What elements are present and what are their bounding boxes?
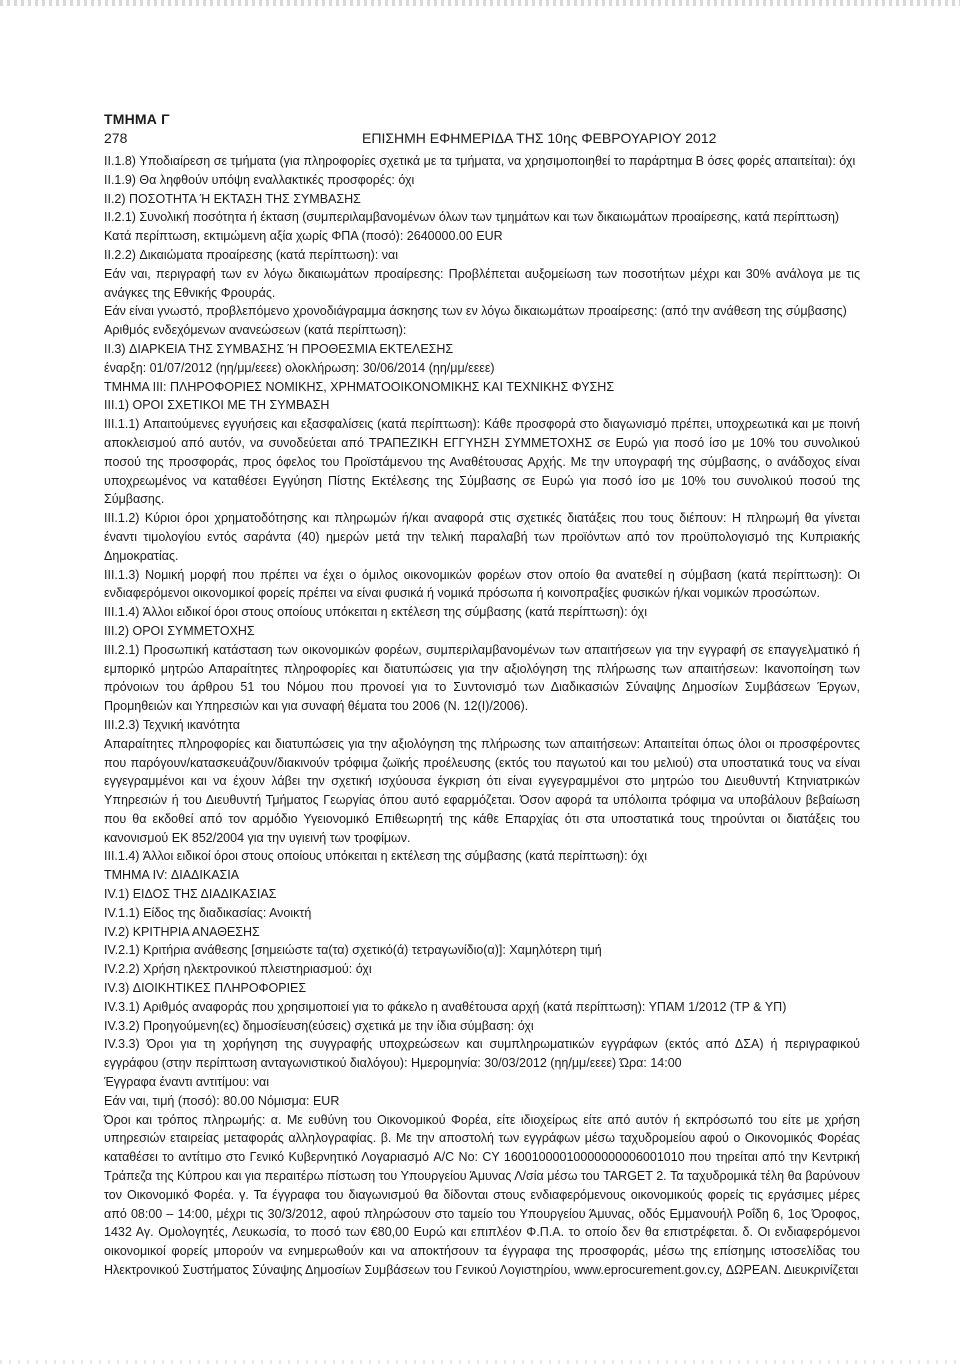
document-paragraph: III.1.3) Νομική μορφή που πρέπει να έχει ο όμιλος οικονομικών φορέων στον οποίο θα ανατεθεί η σύμβαση (κατά περίπτωση): Οι ενδιαφερόμενοι οικονομικοί φορείς πρέπει να είναι φυσικά ή νομικά πρόσωπα ή κοινοπραξίες φυσικών ή/και νομικών προσώπων. bbox=[104, 567, 860, 601]
page-number: 278 bbox=[104, 130, 128, 146]
document-paragraph: II.1.9) Θα ληφθούν υπόψη εναλλακτικές προσφορές: όχι bbox=[104, 172, 415, 187]
document-paragraph: III.2.1) Προσωπική κατάσταση των οικονομικών φορέων, συμπεριλαμβανομένων των απαιτήσεων για την εγγραφή σε επαγγελματικό ή εμπορικό μητρώο Απαραίτητες πληροφορίες και διατυπώσεις για την αξιολόγηση της πλήρωσης των απαιτήσεων: Ικανοποίηση των πρόνοιων του άρθρου 51 του Νόμου που προνοεί για το Συντονισμό των Διαδικασιών Σύναψης Δημοσίων Συμβάσεων Έργων, Προμηθειών και Υπηρεσιών και για συναφή θέματα του 2006 (Ν. 12(Ι)/2006). bbox=[104, 642, 860, 714]
scan-edge-top bbox=[0, 0, 960, 6]
section-label: ΤΜΗΜΑ Γ bbox=[104, 111, 170, 127]
document-paragraph: ΤΜΗΜΑ III: ΠΛΗΡΟΦΟΡΙΕΣ ΝΟΜΙΚΗΣ, ΧΡΗΜΑΤΟΟΙΚΟΝΟΜΙΚΗΣ ΚΑΙ ΤΕΧΝΙΚΗΣ ΦΥΣΗΣ bbox=[104, 379, 615, 394]
document-paragraph: II.3) ΔΙΑΡΚΕΙΑ ΤΗΣ ΣΥΜΒΑΣΗΣ Ή ΠΡΟΘΕΣΜΙΑ ΕΚΤΕΛΕΣΗΣ bbox=[104, 341, 454, 356]
document-paragraph: IV.2) ΚΡΙΤΗΡΙΑ ΑΝΑΘΕΣΗΣ bbox=[104, 924, 260, 939]
document-paragraph: Εάν ναι, τιμή (ποσό): 80.00 Νόμισμα: EUR bbox=[104, 1093, 340, 1108]
document-paragraph: III.1.2) Κύριοι όροι χρηματοδότησης και πληρωμών ή/και αναφορά στις σχετικές διατάξεις που τους διέπουν: Η πληρωμή θα γίνεται έναντι τιμολογίου εντός σαράντα (40) ημερών μετά την τελική παραλαβή των προϊόντων από τον προϋπολογισμό της Κυπριακής Δημοκρατίας. bbox=[104, 511, 860, 563]
document-paragraph: έναρξη: 01/07/2012 (ηη/μμ/εεεε) ολοκλήρωση: 30/06/2014 (ηη/μμ/εεεε) bbox=[104, 360, 495, 375]
document-paragraph: IV.2.1) Κριτήρια ανάθεσης [σημειώστε τα(τα) σχετικό(ά) τετραγωνίδιο(α)]: Χαμηλότερη τιμή bbox=[104, 943, 602, 958]
scan-edge-bottom bbox=[0, 1360, 960, 1364]
document-paragraph: III.2) ΟΡΟΙ ΣΥΜΜΕΤΟΧΗΣ bbox=[104, 623, 255, 638]
document-paragraph: IV.2.2) Χρήση ηλεκτρονικού πλειστηριασμού: όχι bbox=[104, 962, 372, 977]
document-paragraph: II.2) ΠΟΣΟΤΗΤΑ Ή ΕΚΤΑΣΗ ΤΗΣ ΣΥΜΒΑΣΗΣ bbox=[104, 191, 361, 206]
document-body bbox=[104, 152, 860, 1280]
document-paragraph: Έγγραφα έναντι αντιτίμου: ναι bbox=[104, 1075, 270, 1090]
document-paragraph: II.2.2) Δικαιώματα προαίρεσης (κατά περίπτωση): ναι bbox=[104, 247, 399, 262]
document-paragraph: ΤΜΗΜΑ IV: ΔΙΑΔΙΚΑΣΙΑ bbox=[104, 868, 240, 883]
document-paragraph: Κατά περίπτωση, εκτιμώμενη αξία χωρίς ΦΠΑ (ποσό): 2640000.00 EUR bbox=[104, 229, 503, 244]
document-paragraph: III.2.3) Τεχνική ικανότητα bbox=[104, 717, 241, 732]
document-paragraph: Εάν ναι, περιγραφή των εν λόγω δικαιωμάτων προαίρεσης: Προβλέπεται αυξομείωση των ποσοτήτων μέχρι και 30% ανάλογα με τις ανάγκες της Εθνικής Φρουράς. bbox=[104, 266, 860, 300]
document-paragraph: III.1.1) Απαιτούμενες εγγυήσεις και εξασφαλίσεις (κατά περίπτωση): Κάθε προσφορά στο διαγωνισμό πρέπει, υποχρεωτικά και με ποινή αποκλεισμού από αυτόν, να συνοδεύεται από ΤΡΑΠΕΖΙΚΗ ΕΓΓΥΗΣΗ ΣΥΜΜΕΤΟΧΗΣ σε Ευρώ για ποσό ίσο με 10% του συνολικού ποσού της προσφοράς, προς όφελος του Προϊστάμενου της Αναθέτουσας Αρχής. Με την υπογραφή της σύμβασης, ο ανάδοχος είναι υποχρεωμένος να καταθέσει Εγγύηση Πίστης Εκτέλεσης της Σύμβασης σε Ευρώ για ποσό ίσο με 10% του συνολικού ποσού της Σύμβασης. bbox=[104, 417, 860, 507]
document-paragraph: IV.3.3) Όροι για τη χορήγηση της συγγραφής υποχρεώσεων και συμπληρωματικών εγγράφων (εκτός από ΔΣΑ) ή περιγραφικού εγγράφου (στην περίπτωση ανταγωνιστικού διαλόγου): Ημερομηνία: 30/03/2012 (ηη/μμ/εεεε) Ώρα: 14:00 bbox=[104, 1037, 860, 1071]
document-paragraph: Αριθμός ενδεχόμενων ανανεώσεων (κατά περίπτωση): bbox=[104, 323, 407, 338]
document-paragraph: IV.3) ΔΙΟΙΚΗΤΙΚΕΣ ΠΛΗΡΟΦΟΡΙΕΣ bbox=[104, 981, 307, 996]
document-paragraph: IV.1) ΕΙΔΟΣ ΤΗΣ ΔΙΑΔΙΚΑΣΙΑΣ bbox=[104, 887, 277, 902]
document-paragraph: III.1.4) Άλλοι ειδικοί όροι στους οποίους υπόκειται η εκτέλεση της σύμβασης (κατά περίπτωση): όχι bbox=[104, 849, 647, 864]
document-paragraph: III.1) ΟΡΟΙ ΣΧΕΤΙΚΟΙ ΜΕ ΤΗ ΣΥΜΒΑΣΗ bbox=[104, 398, 330, 413]
document-paragraph: Όροι και τρόπος πληρωμής: α. Με ευθύνη του Οικονομικού Φορέα, είτε ιδιοχείρως είτε από αυτόν ή εκπρόσωπό του είτε με χρήση υπηρεσιών εταιρείας μεταφοράς αλληλογραφίας. β. Με την αποστολή των εγγράφων μέσω ταχυδρομείου αφού ο Οικονομικός Φορέας καταθέσει το αντίτιμο στο Γενικό Κυβερνητικό Λογαριασμό A/C No: CY 16001000010000000006001010 που τηρείται από την Κεντρική Τράπεζα της Κύπρου και για περαιτέρω πίστωση του Υπουργείου Άμυνας Λ/σία μέσω του TARGET 2. Τα ταχυδρομικά τέλη θα βαρύνουν τον Οικονομικό Φορέα. γ. Τα έγγραφα του διαγωνισμού θα δίδονται στους ενδιαφερόμενους οικονομικούς φορείς τις εργάσιμες μέρες από 08:00 – 14:00, μέχρι τις 30/3/2012, αφού πληρώσουν στο ταμείο του Υπουργείου Άμυνας, οδός Εμμανουήλ Ροΐδη 6, 1ος Όροφος, 1432 Αγ. Ομολογητές, Λευκωσία, το ποσό των €80,00 Ευρώ και επιπλέον Φ.Π.Α. το οποίο δεν θα επιστρέφεται. δ. Οι ενδιαφερόμενοι οικονομικοί φορείς μπορούν να ενημερωθούν και να αποκτήσουν τα έγγραφα της προσφοράς, μέσω της επίσημης ιστοσελίδας του Ηλεκτρονικού Συστήματος Σύναψης Δημοσίων Συμβάσεων του Γενικού Λογιστηρίου, www.eprocurement.gov.cy, ΔΩΡΕΑΝ. Διευκρινίζεται bbox=[104, 1112, 860, 1278]
document-paragraph: IV.3.2) Προηγούμενη(ες) δημοσίευση(εύσεις) σχετικά με την ίδια σύμβαση: όχι bbox=[104, 1018, 534, 1033]
document-paragraph: III.1.4) Άλλοι ειδικοί όροι στους οποίους υπόκειται η εκτέλεση της σύμβασης (κατά περίπτωση): όχι bbox=[104, 605, 647, 620]
running-head: ΕΠΙΣΗΜΗ ΕΦΗΜΕΡΙΔΑ ΤΗΣ 10ης ΦΕΒΡΟΥΑΡΙΟΥ 2012 bbox=[362, 130, 717, 146]
document-paragraph: Εάν είναι γνωστό, προβλεπόμενο χρονοδιάγραμμα άσκησης των εν λόγω δικαιωμάτων προαίρεσης: (από την ανάθεση της σύμβασης) bbox=[104, 304, 847, 319]
document-paragraph: Απαραίτητες πληροφορίες και διατυπώσεις για την αξιολόγηση της πλήρωσης των απαιτήσεων: Απαιτείται όπως όλοι οι προσφέροντες που παρόγουν/κατασκευάζουν/διακινούν τρόφιμα ζωϊκής προέλευσης (εκτός του παγωτού και του μελιού) στα υποστατικά τους να είναι εγγεγραμμένοι και να έχουν λάβει την σχετική ισχύουσα έγκριση ότι είναι εγγεγραμμένοι στο μητρώο του Διευθυντή Κτηνιατρικών Υπηρεσιών ή του Διευθυντή Τμήματος Γεωργίας όπου αυτό εφαρμόζεται. Όσον αφορά τα υπόλοιπα τρόφιμα να υποβάλουν βεβαίωση που θα εκδοθεί από τον αρμόδιο Υγειονομικό Επιθεωρητή της κάθε Επαρχίας ότι στα υποστατικά τους τηρούνται οι διατάξεις του κανονισμού ΕΚ 852/2004 για την υγιεινή των τροφίμων. bbox=[104, 736, 860, 845]
document-paragraph: IV.1.1) Είδος της διαδικασίας: Ανοικτή bbox=[104, 905, 312, 920]
document-paragraph: II.2.1) Συνολική ποσότητα ή έκταση (συμπεριλαμβανομένων όλων των τμημάτων και των δικαιωμάτων προαίρεσης, κατά περίπτωση) bbox=[104, 210, 840, 225]
document-paragraph: II.1.8) Υποδιαίρεση σε τμήματα (για πληροφορίες σχετικά με τα τμήματα, να χρησιμοποιηθεί το παράρτημα Β όσες φορές απαιτείται): όχι bbox=[104, 154, 856, 168]
document-paragraph: IV.3.1) Αριθμός αναφοράς που χρησιμοποιεί για το φάκελο η αναθέτουσα αρχή (κατά περίπτωση): ΥΠΑΜ 1/2012 (ΤΡ & ΥΠ) bbox=[104, 999, 787, 1014]
